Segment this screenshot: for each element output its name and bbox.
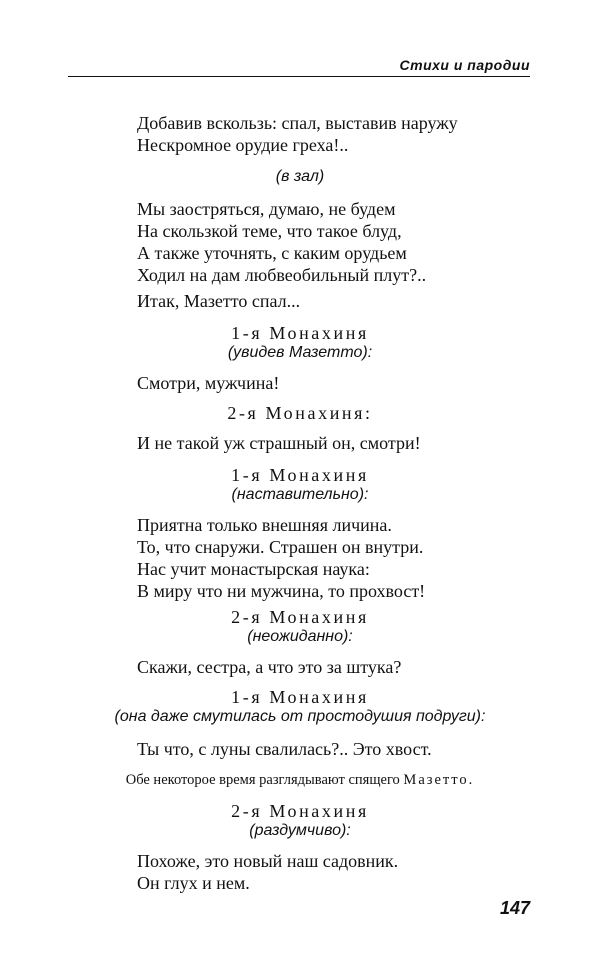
verse-line: На скользкой теме, что такое блуд, xyxy=(137,221,402,241)
verse-line: Скажи, сестра, а что это за штука? xyxy=(137,657,402,677)
speaker-name: 1-я Монахиня xyxy=(231,465,369,485)
verse-line: Он глух и нем. xyxy=(137,873,250,893)
verse-line: Похоже, это новый наш садовник. xyxy=(137,851,399,871)
running-header-title: Стихи и пародии xyxy=(399,57,530,73)
speaker-name: 2-я Монахиня xyxy=(231,607,369,627)
stage-remark-name: Мазетто. xyxy=(403,772,475,788)
stage-direction: (она даже смутилась от простодушия подруги): xyxy=(114,708,486,725)
verse-line: Итак, Мазетто спал... xyxy=(137,291,301,311)
verse-line: То, что снаружи. Страшен он внутри. xyxy=(137,537,424,557)
stage-direction: (раздумчиво): xyxy=(249,822,351,839)
verse-line: И не такой уж страшный он, смотри! xyxy=(137,433,421,453)
verse-line: Мы заостряться, думаю, не будем xyxy=(137,199,396,219)
header-rule xyxy=(68,76,530,77)
verse-line: Приятна только внешняя личина. xyxy=(137,515,392,535)
verse-line: Ходил на дам любвеобильный плут?.. xyxy=(137,265,427,285)
stage-direction: (наставительно): xyxy=(231,486,369,503)
verse-line: Ты что, с луны свалилась?.. Это хвост. xyxy=(137,739,432,759)
stage-direction: (в зал) xyxy=(275,168,325,185)
speaker-name: 2-я Монахиня: xyxy=(227,403,373,423)
stage-remark xyxy=(0,769,600,791)
verse-line: В миру что ни мужчина, то прохвост! xyxy=(137,581,426,601)
speaker-name: 1-я Монахиня xyxy=(231,323,369,343)
speaker-name: 2-я Монахиня xyxy=(231,801,369,821)
verse-line: А также уточнять, с каким орудьем xyxy=(137,243,407,263)
speaker-name: 1-я Монахиня xyxy=(231,687,369,707)
stage-direction: (увидев Мазетто): xyxy=(227,344,373,361)
stage-direction: (неожиданно): xyxy=(247,628,353,645)
verse-line: Нас учит монастырская наука: xyxy=(137,559,370,579)
verse-line: Смотри, мужчина! xyxy=(137,373,280,393)
page-number: 147 xyxy=(499,898,530,918)
stage-remark-text: Обе некоторое время разглядывают спящего xyxy=(125,772,404,788)
verse-line: Нескромное орудие греха!.. xyxy=(137,135,349,155)
verse-line: Добавив вскользь: спал, выставив наружу xyxy=(137,113,458,133)
